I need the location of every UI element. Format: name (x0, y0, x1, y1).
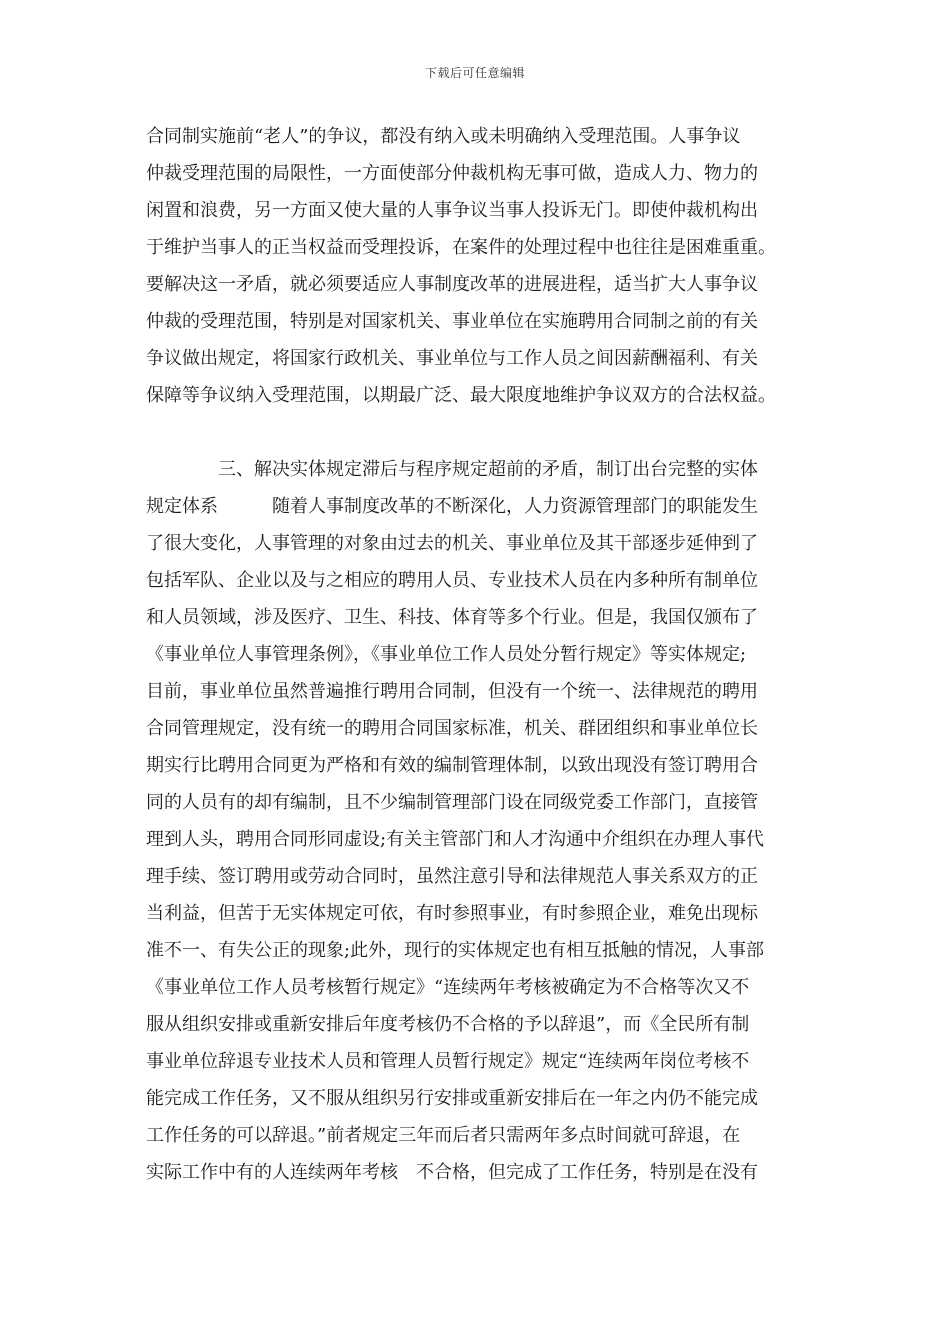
text-line: 服从组织安排或重新安排后年度考核仍不合格的予以辞退”，而《全民所有制 (146, 1014, 750, 1035)
text-line: 闲置和浪费，另一方面又使大量的人事争议当事人投诉无门。即使仲裁机构出 (146, 200, 758, 221)
text-line: 期实行比聘用合同更为严格和有效的编制管理体制，以致出现没有签订聘用合 (146, 755, 758, 776)
text-line: 《事业单位人事管理条例》，《事业单位工作人员处分暂行规定》等实体规定; (146, 644, 747, 665)
text-line: 包括军队、企业以及与之相应的聘用人员、专业技术人员在内多种所有制单位 (146, 570, 758, 591)
text-line: 实际工作中有的人连续两年考核 不合格，但完成了工作任务，特别是在没有 (146, 1162, 758, 1183)
text-line: 合同管理规定，没有统一的聘用合同国家标准，机关、群团组织和事业单位长 (146, 718, 758, 739)
text-line: 《事业单位工作人员考核暂行规定》“连续两年考核被确定为不合格等次又不 (146, 977, 750, 998)
page-header: 下载后可任意编辑 (424, 66, 525, 80)
text-line: 能完成工作任务，又不服从组织另行安排或重新安排后在一年之内仍不能完成 (146, 1088, 758, 1109)
text-line: 了很大变化，人事管理的对象由过去的机关、事业单位及其干部逐步延伸到了 (146, 533, 758, 554)
text-line: 规定体系 随着人事制度改革的不断深化，人力资源管理部门的职能发生 (146, 496, 758, 517)
text-line: 同的人员有的却有编制，且不少编制管理部门设在同级党委工作部门，直接管 (146, 792, 758, 813)
text-line: 要解决这一矛盾，就必须要适应人事制度改革的进展进程，适当扩大人事争议 (146, 274, 758, 295)
text-line: 争议做出规定，将国家行政机关、事业单位与工作人员之间因薪酬福利、有关 (146, 348, 758, 369)
text-line: 于维护当事人的正当权益而受理投诉，在案件的处理过程中也往往是困难重重。 (146, 237, 776, 258)
text-line: 准不一、有失公正的现象;此外，现行的实体规定也有相互抵触的情况，人事部 (146, 940, 765, 961)
text-line: 理到人头，聘用合同形同虚设;有关主管部门和人才沟通中介组织在办理人事代 (146, 829, 765, 850)
text-line: 合同制实施前“老人”的争议，都没有纳入或未明确纳入受理范围。人事争议 (146, 126, 741, 147)
text-line: 事业单位辞退专业技术人员和管理人员暂行规定》规定“连续两年岗位考核不 (146, 1051, 750, 1072)
text-line: 和人员领域，涉及医疗、卫生、科技、体育等多个行业。但是，我国仅颁布了 (146, 607, 758, 628)
text-line: 仲裁受理范围的局限性，一方面使部分仲裁机构无事可做，造成人力、物力的 (146, 163, 758, 184)
text-line: 当利益，但苦于无实体规定可依，有时参照事业，有时参照企业，难免出现标 (146, 903, 758, 924)
text-line: 保障等争议纳入受理范围，以期最广泛、最大限度地维护争议双方的合法权益。 (146, 385, 776, 406)
section-heading-line: 三、解决实体规定滞后与程序规定超前的矛盾，制订出台完整的实体 (146, 459, 758, 480)
text-line: 理手续、签订聘用或劳动合同时，虽然注意引导和法律规范人事关系双方的正 (146, 866, 758, 887)
text-line: 目前，事业单位虽然普遍推行聘用合同制，但没有一个统一、法律规范的聘用 (146, 681, 758, 702)
text-line: 仲裁的受理范围，特别是对国家机关、事业单位在实施聘用合同制之前的有关 (146, 311, 758, 332)
text-line: 工作任务的可以辞退。”前者规定三年而后者只需两年多点时间就可辞退，在 (146, 1125, 741, 1146)
